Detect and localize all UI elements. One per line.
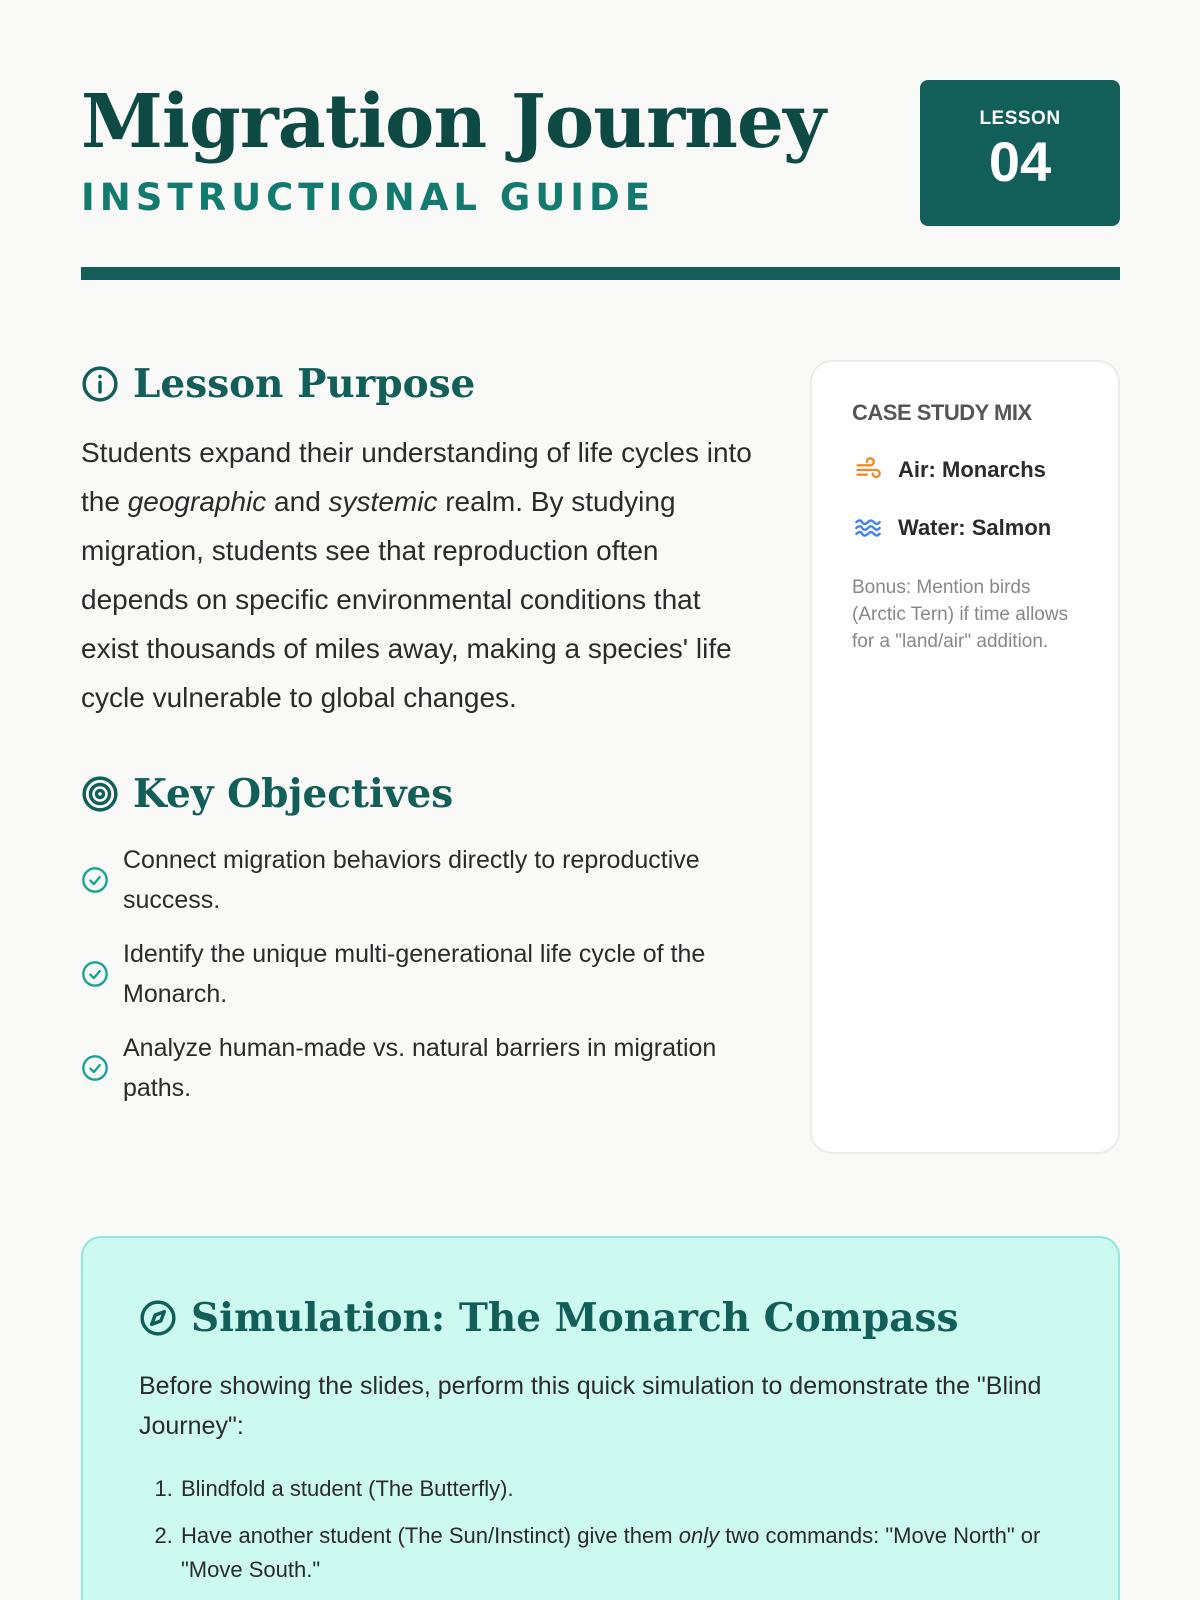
simulation-step xyxy=(179,1519,1062,1587)
case-study-title: CASE STUDY MIX xyxy=(852,400,1032,425)
lesson-label: LESSON xyxy=(979,108,1061,129)
step-text-pre: Have another student (The Sun/Instinct) give them xyxy=(181,1523,679,1548)
compass-icon xyxy=(139,1299,177,1337)
objectives-heading xyxy=(81,770,761,818)
simulation-heading xyxy=(139,1294,1062,1342)
objective-text: Analyze human-made vs. natural barriers in migration paths. xyxy=(123,1034,717,1102)
wind-icon xyxy=(852,456,884,484)
purpose-heading xyxy=(81,360,761,408)
objectives-list xyxy=(81,840,761,1108)
simulation-heading-text: Simulation: The Monarch Compass xyxy=(191,1295,959,1341)
step-text-post: two commands: "Move North" or "Move South." xyxy=(181,1523,1041,1582)
case-study-item-label: Air: Monarchs xyxy=(898,457,1046,482)
lesson-badge xyxy=(920,80,1120,226)
header-divider xyxy=(81,267,1120,280)
step-text: Blindfold a student (The Butterfly). xyxy=(181,1476,514,1501)
objective-text: Identify the unique multi-generational life cycle of the Monarch. xyxy=(123,940,706,1008)
main-column xyxy=(81,360,761,1122)
case-study-item-water xyxy=(852,514,1088,542)
objective-item xyxy=(81,934,761,1014)
case-study-bonus: Bonus: Mention birds (Arctic Tern) if time allows for a "land/air" addition. xyxy=(852,577,1069,652)
purpose-em-systemic: systemic xyxy=(328,486,438,517)
purpose-text-3: realm. By studying migration, students see that reproduction often depends on specific environmental conditions that exist thousands of miles away, making a species' life cycle vulnerable to global changes. xyxy=(81,486,732,713)
step-text-emphasis: only xyxy=(678,1523,720,1548)
check-circle-icon xyxy=(81,866,109,894)
purpose-text-1: Students expand their understanding of life cycles into the xyxy=(81,437,752,517)
page-title: Migration Journey xyxy=(81,79,825,165)
case-study-card xyxy=(810,360,1120,1154)
case-study-item-air xyxy=(852,456,1088,484)
target-icon xyxy=(81,775,119,813)
objective-item xyxy=(81,1028,761,1108)
case-study-item-label: Water: Salmon xyxy=(898,515,1052,540)
objectives-heading-text: Key Objectives xyxy=(133,771,454,817)
lesson-page xyxy=(81,0,1120,1582)
simulation-box xyxy=(81,1236,1120,1600)
waves-icon xyxy=(852,514,884,542)
page-header xyxy=(81,0,1120,280)
check-circle-icon xyxy=(81,960,109,988)
lesson-number: 04 xyxy=(988,130,1052,193)
check-circle-icon xyxy=(81,1054,109,1082)
page-subtitle: INSTRUCTIONAL GUIDE xyxy=(81,176,655,219)
purpose-em-geographic: geographic xyxy=(127,486,267,517)
purpose-text-2: and xyxy=(266,486,329,517)
purpose-paragraph xyxy=(81,428,761,722)
objective-text: Connect migration behaviors directly to reproductive success. xyxy=(123,846,700,914)
simulation-steps xyxy=(139,1472,1062,1587)
simulation-step xyxy=(179,1472,1062,1506)
objective-item xyxy=(81,840,761,920)
info-icon xyxy=(81,365,119,403)
purpose-heading-text: Lesson Purpose xyxy=(133,361,476,407)
simulation-intro: Before showing the slides, perform this quick simulation to demonstrate the "Blind Journey": xyxy=(139,1372,1042,1440)
